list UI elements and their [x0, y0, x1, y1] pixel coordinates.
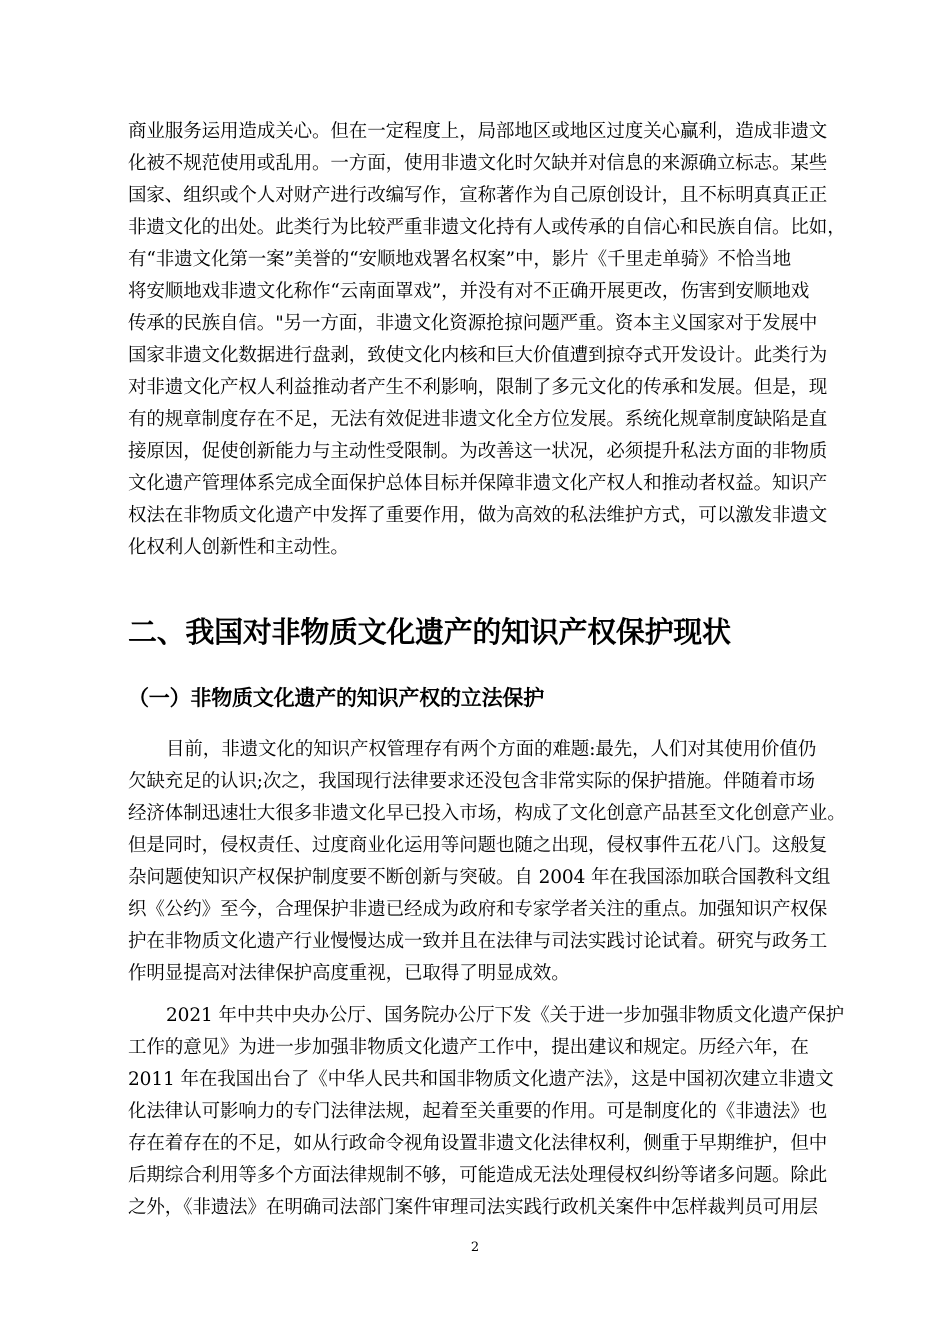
text-line: 杂问题使知识产权保护制度要不断创新与突破。自 2004 年在我国添加联合国教科文组 [128, 867, 831, 888]
text-line: 但是同时，侵权责任、过度商业化运用等问题也随之出现，侵权事件五花八门。这般复 [128, 835, 828, 856]
text-line: 后期综合利用等多个方面法律规制不够，可能造成无法处理侵权纠纷等诸多问题。除此 [128, 1165, 828, 1186]
text-line: 商业服务运用造成关心。但在一定程度上，局部地区或地区过度关心赢利，造成非遗文 [128, 121, 828, 142]
section-heading: 二、我国对非物质文化遗产的知识产权保护现状 [128, 615, 731, 649]
text-line: 之外，《非遗法》在明确司法部门案件审理司法实践行政机关案件中怎样裁判员可用层 [128, 1197, 818, 1218]
text-line: 工作的意见》为进一步加强非物质文化遗产工作中，提出建议和规定。历经六年，在 [128, 1037, 809, 1058]
text-line: 2011 年在我国出台了《中华人民共和国非物质文化遗产法》，这是中国初次建立非遗文 [128, 1069, 834, 1090]
text-line: 权法在非物质文化遗产中发挥了重要作用，做为高效的私法维护方式，可以激发非遗文 [128, 505, 828, 526]
text-line: 2021 年中共中央办公厅、国务院办公厅下发《关于进一步加强非物质文化遗产保护 [166, 1005, 845, 1026]
text-line: 将安顺地戏非遗文化称作“云南面罩戏”，并没有对不正确开展更改，伤害到安顺地戏 [128, 281, 810, 302]
text-line: 有“非遗文化第一案”美誉的“安顺地戏署名权案”中，影片《千里走单骑》不恰当地 [128, 249, 792, 270]
text-line: 化被不规范使用或乱用。一方面，使用非遗文化时欠缺并对信息的来源确立标志。某些 [128, 153, 828, 174]
subsection-heading: （一）非物质文化遗产的知识产权的立法保护 [128, 686, 544, 710]
text-line: 作明显提高对法律保护高度重视，已取得了明显成效。 [128, 963, 570, 984]
text-line: 目前，非遗文化的知识产权管理存有两个方面的难题:最先，人们对其使用价值仍 [166, 739, 817, 760]
page-number: 2 [470, 1240, 480, 1255]
text-line: 织《公约》至今，合理保护非遗已经成为政府和专家学者关注的重点。加强知识产权保 [128, 899, 828, 920]
text-line: 对非遗文化产权人利益推动者产生不利影响，限制了多元文化的传承和发展。但是，现 [128, 377, 828, 398]
text-line: 护在非物质文化遗产行业慢慢达成一致并且在法律与司法实践讨论试着。研究与政务工 [128, 931, 828, 952]
text-line: 存在着存在的不足，如从行政命令视角设置非遗文化法律权利，侧重于早期维护，但中 [128, 1133, 828, 1154]
text-line: 化权利人创新性和主动性。 [128, 537, 349, 558]
text-line: 欠缺充足的认识;次之，我国现行法律要求还没包含非常实际的保护措施。伴随着市场 [128, 771, 815, 792]
text-line: 国家、组织或个人对财产进行改编写作，宣称著作为自己原创设计，且不标明真真正正 [128, 185, 828, 206]
text-line: 文化遗产管理体系完成全面保护总体目标并保障非遗文化产权人和推动者权益。知识产 [128, 473, 828, 494]
text-line: 化法律认可影响力的专门法律法规，起着至关重要的作用。可是制度化的《非遗法》也 [128, 1101, 828, 1122]
text-line: 有的规章制度存在不足，无法有效促进非遗文化全方位发展。系统化规章制度缺陷是直 [128, 409, 828, 430]
text-line: 国家非遗文化数据进行盘剥，致使文化内核和巨大价值遭到掠夺式开发设计。此类行为 [128, 345, 828, 366]
text-line: 传承的民族自信。"另一方面，非遗文化资源抢掠问题严重。资本主义国家对于发展中 [128, 313, 818, 334]
text-line: 非遗文化的出处。此类行为比较严重非遗文化持有人或传承的自信心和民族自信。比如， [128, 217, 846, 238]
text-line: 接原因，促使创新能力与主动性受限制。为改善这一状况，必须提升私法方面的非物质 [128, 441, 828, 462]
text-line: 经济体制迅速壮大很多非遗文化早已投入市场，构成了文化创意产品甚至文化创意产业。 [128, 803, 846, 824]
